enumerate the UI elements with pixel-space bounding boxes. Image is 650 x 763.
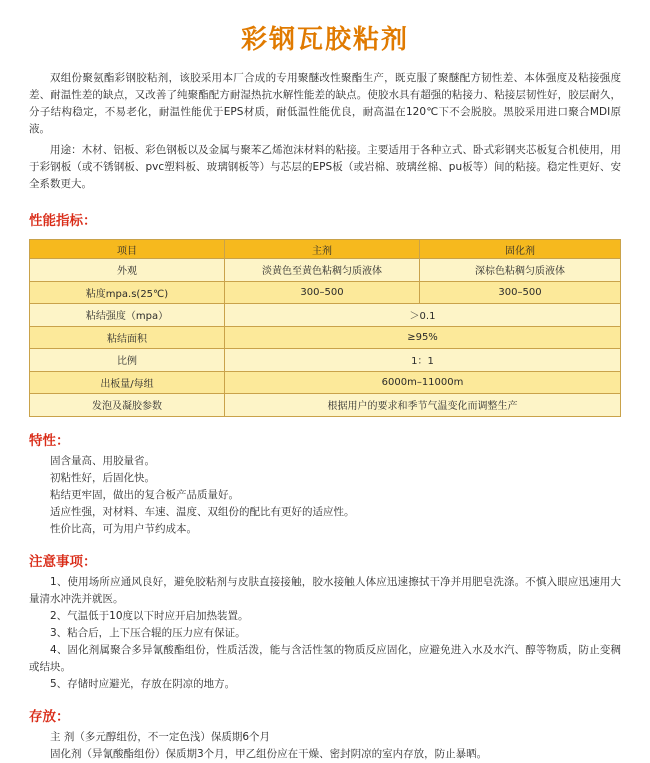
- list-item: 2、气温低于10度以下时应开启加热装置。: [50, 609, 249, 622]
- table-row: [30, 326, 621, 349]
- table-row: [30, 371, 621, 394]
- performance-heading: 性能指标：: [29, 213, 97, 229]
- column-header: 固化剂: [420, 240, 621, 259]
- list-item: 1、使用场所应通风良好，避免胶粘剂与皮肤直接接触，胶水接触人体应迅速擦拭干净并用肥皂洗涤。不慎入眼应迅速用大量清水冲洗并就医。: [29, 575, 621, 605]
- row-label: 粘结面积: [30, 326, 225, 349]
- table-cell: ＞0.1: [225, 304, 621, 327]
- table-row: [30, 304, 621, 327]
- list-item: 性价比高，可为用户节约成本。: [50, 522, 197, 535]
- table-row: [30, 349, 621, 372]
- storage-list: [29, 729, 621, 763]
- performance-table: [29, 239, 621, 417]
- notes-list: [29, 574, 621, 693]
- row-label: 粘度mpa.s(25℃): [30, 281, 225, 304]
- table-cell: 1：1: [225, 349, 621, 372]
- row-label: 外观: [30, 259, 225, 282]
- list-item: 3、粘合后，上下压合辊的压力应有保证。: [50, 626, 246, 639]
- table-cell: 300–500: [225, 281, 420, 304]
- usage-paragraph: 用途：木材、铝板、彩色钢板以及金属与聚苯乙烯泡沫材料的粘接。主要适用于各种立式、卧式彩钢夹芯板复合机使用，用于彩钢板（或不锈钢板、pvc塑料板、玻璃钢板等）与芯层的EPS板（或岩棉、玻璃丝棉、pu板等）间的粘接。稳定性更好、安全系数更大。: [29, 144, 621, 190]
- table-row: [30, 394, 621, 417]
- column-header: 项目: [30, 240, 225, 259]
- list-item: 5、存储时应避光，存放在阴凉的地方。: [50, 677, 236, 690]
- table-cell: ≥95%: [225, 326, 621, 349]
- features-heading: 特性：: [29, 432, 70, 449]
- page-title: 彩钢瓦胶粘剂: [240, 25, 409, 55]
- table-cell: 6000m–11000m: [225, 371, 621, 394]
- intro-paragraph: 双组份聚氨酯彩钢胶粘剂，该胶采用本厂合成的专用聚醚改性聚酯生产，既克服了聚醚配方韧性差、本体强度及粘接强度差、耐温性差的缺点，又改善了纯聚酯配方耐湿热抗水解性能差的缺点。使胶水具有超强的粘接力、粘接层韧性好，胶层耐久，分子结构稳定，不易老化，耐温性能优于EPS材质，耐低温性能优良，耐高温在120℃下不会脱胶。黑胶采用进口聚合MDI原液。: [29, 72, 621, 135]
- list-item: 主 剂（多元醇组份，不一定色浅）保质期6个月: [50, 730, 271, 743]
- table-row: [30, 281, 621, 304]
- list-item: 适应性强，对材料、车速、温度、双组份的配比有更好的适应性。: [50, 505, 355, 518]
- table-header-row: [30, 240, 621, 259]
- notes-section: [29, 552, 621, 693]
- list-item: 4、固化剂属聚合多异氰酸酯组份，性质活泼，能与含活性氢的物质反应固化，应避免进入水及水汽、醇等物质，防止变稠或结块。: [29, 643, 621, 673]
- row-label: 比例: [30, 349, 225, 372]
- notes-heading: 注意事项：: [29, 553, 97, 570]
- row-label: 出板量/每组: [30, 371, 225, 394]
- list-item: 粘结更牢固，做出的复合板产品质量好。: [50, 488, 239, 501]
- intro-section: [29, 70, 621, 193]
- table-cell: 根据用户的要求和季节气温变化而调整生产: [225, 394, 621, 417]
- storage-section: [29, 707, 621, 763]
- list-item: 固化剂（异氰酸酯组份）保质期3个月，甲乙组份应在干燥、密封阴凉的室内存放，防止暴晒。: [50, 747, 488, 760]
- storage-heading: 存放：: [29, 708, 70, 725]
- row-label: 发泡及凝胶参数: [30, 394, 225, 417]
- table-cell: 300–500: [420, 281, 621, 304]
- list-item: 固含量高、用胶量省。: [50, 454, 155, 467]
- table-cell: 深棕色粘稠匀质液体: [420, 259, 621, 282]
- features-section: [29, 431, 621, 538]
- column-header: 主剂: [225, 240, 420, 259]
- features-list: [29, 453, 621, 538]
- table-cell: 淡黄色至黄色粘稠匀质液体: [225, 259, 420, 282]
- list-item: 初粘性好，后固化快。: [50, 471, 155, 484]
- row-label: 粘结强度（mpa）: [30, 304, 225, 327]
- table-row: [30, 259, 621, 282]
